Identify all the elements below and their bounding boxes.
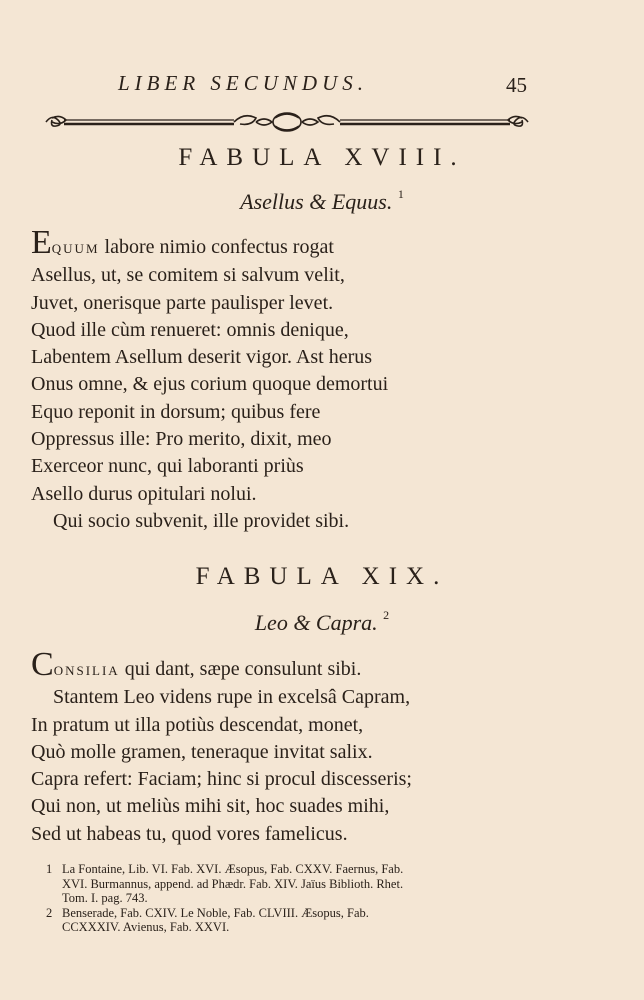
footnote-text: Benserade, Fab. CXIV. Le Noble, Fab. CLVIII. Æsopus, Fab. (62, 905, 369, 920)
dropcap-letter: C (31, 646, 54, 683)
verse-line: Oppressus ille: Pro merito, dixit, meo (31, 428, 332, 451)
verse-line: Capra refert: Faciam; hinc si procul discesseris; (31, 768, 412, 791)
verse-line: Quod ille cùm renueret: omnis denique, (31, 318, 349, 341)
fable-19-note-ref: 2 (383, 607, 390, 622)
verse-line: Exerceor nunc, qui laboranti priùs (31, 455, 304, 478)
verse-line: Asello durus opitulari nolui. (31, 482, 257, 505)
first-word-smallcaps: ONSILIA (53, 663, 120, 678)
fable-18-heading: FABULA XVIII. (178, 144, 466, 171)
running-head: LIBER SECUNDUS. (118, 71, 368, 95)
fable-18-title (0, 186, 644, 215)
verse-line: Equo reponit in dorsum; quibus fere (31, 400, 321, 423)
moral-line: Qui socio subvenit, ille providet sibi. (53, 509, 350, 532)
verse-line: Stantem Leo videns rupe in excelsâ Capram, (53, 686, 411, 709)
verse-line: Onus omne, & ejus corium quoque demortui (31, 373, 389, 396)
verse-line (31, 224, 461, 262)
footnotes (46, 862, 546, 935)
footnote-text: Tom. I. pag. 743. (62, 891, 148, 905)
decorative-rule-ornament (44, 108, 530, 136)
verse-line: Asellus, ut, se comitem si salvum velit, (31, 264, 345, 287)
verse-line: Juvet, onerisque parte paulisper levet. (31, 291, 334, 314)
page-number: 45 (506, 73, 527, 97)
fable-19-verse (31, 646, 461, 848)
footnote-number: 1 (46, 862, 53, 876)
verse-line-text: labore nimio confectus rogat (99, 236, 334, 258)
fable-19-title (0, 607, 644, 636)
dropcap-letter: E (31, 224, 52, 261)
footnote (46, 906, 546, 935)
fable-18-note-ref: 1 (397, 186, 404, 201)
footnote-number: 2 (46, 905, 53, 920)
first-word-smallcaps: QUUM (51, 241, 100, 256)
verse-line: Qui non, ut meliùs mihi sit, hoc suades mihi, (31, 795, 390, 818)
verse-line: Quò molle gramen, teneraque invitat salix. (31, 740, 373, 763)
footnote-text: XVI. Burmannus, append. ad Phædr. Fab. XIV. Jaïus Biblioth. Rhet. (62, 876, 404, 891)
fable-18-verse (31, 224, 461, 535)
verse-line-text: qui dant, sæpe consulunt sibi. (119, 658, 362, 680)
footnote-text: La Fontaine, Lib. VI. Fab. XVI. Æsopus, Fab. CXXV. Faernus, Fab. (62, 862, 404, 876)
verse-line (31, 646, 461, 684)
footnote-text: CCXXXIV. Avienus, Fab. XXVI. (62, 920, 230, 934)
fable-19-heading: FABULA XIX. (195, 563, 449, 590)
fable-19-title-text: Leo & Capra. (254, 610, 378, 635)
verse-line: Sed ut habeas tu, quod vores famelicus. (31, 822, 348, 845)
fable-18-title-text: Asellus & Equus. (240, 189, 393, 214)
verse-line: Labentem Asellum deserit vigor. Ast herus (31, 346, 373, 369)
footnote (46, 862, 546, 906)
verse-line: In pratum ut illa potiùs descendat, monet, (31, 713, 364, 736)
